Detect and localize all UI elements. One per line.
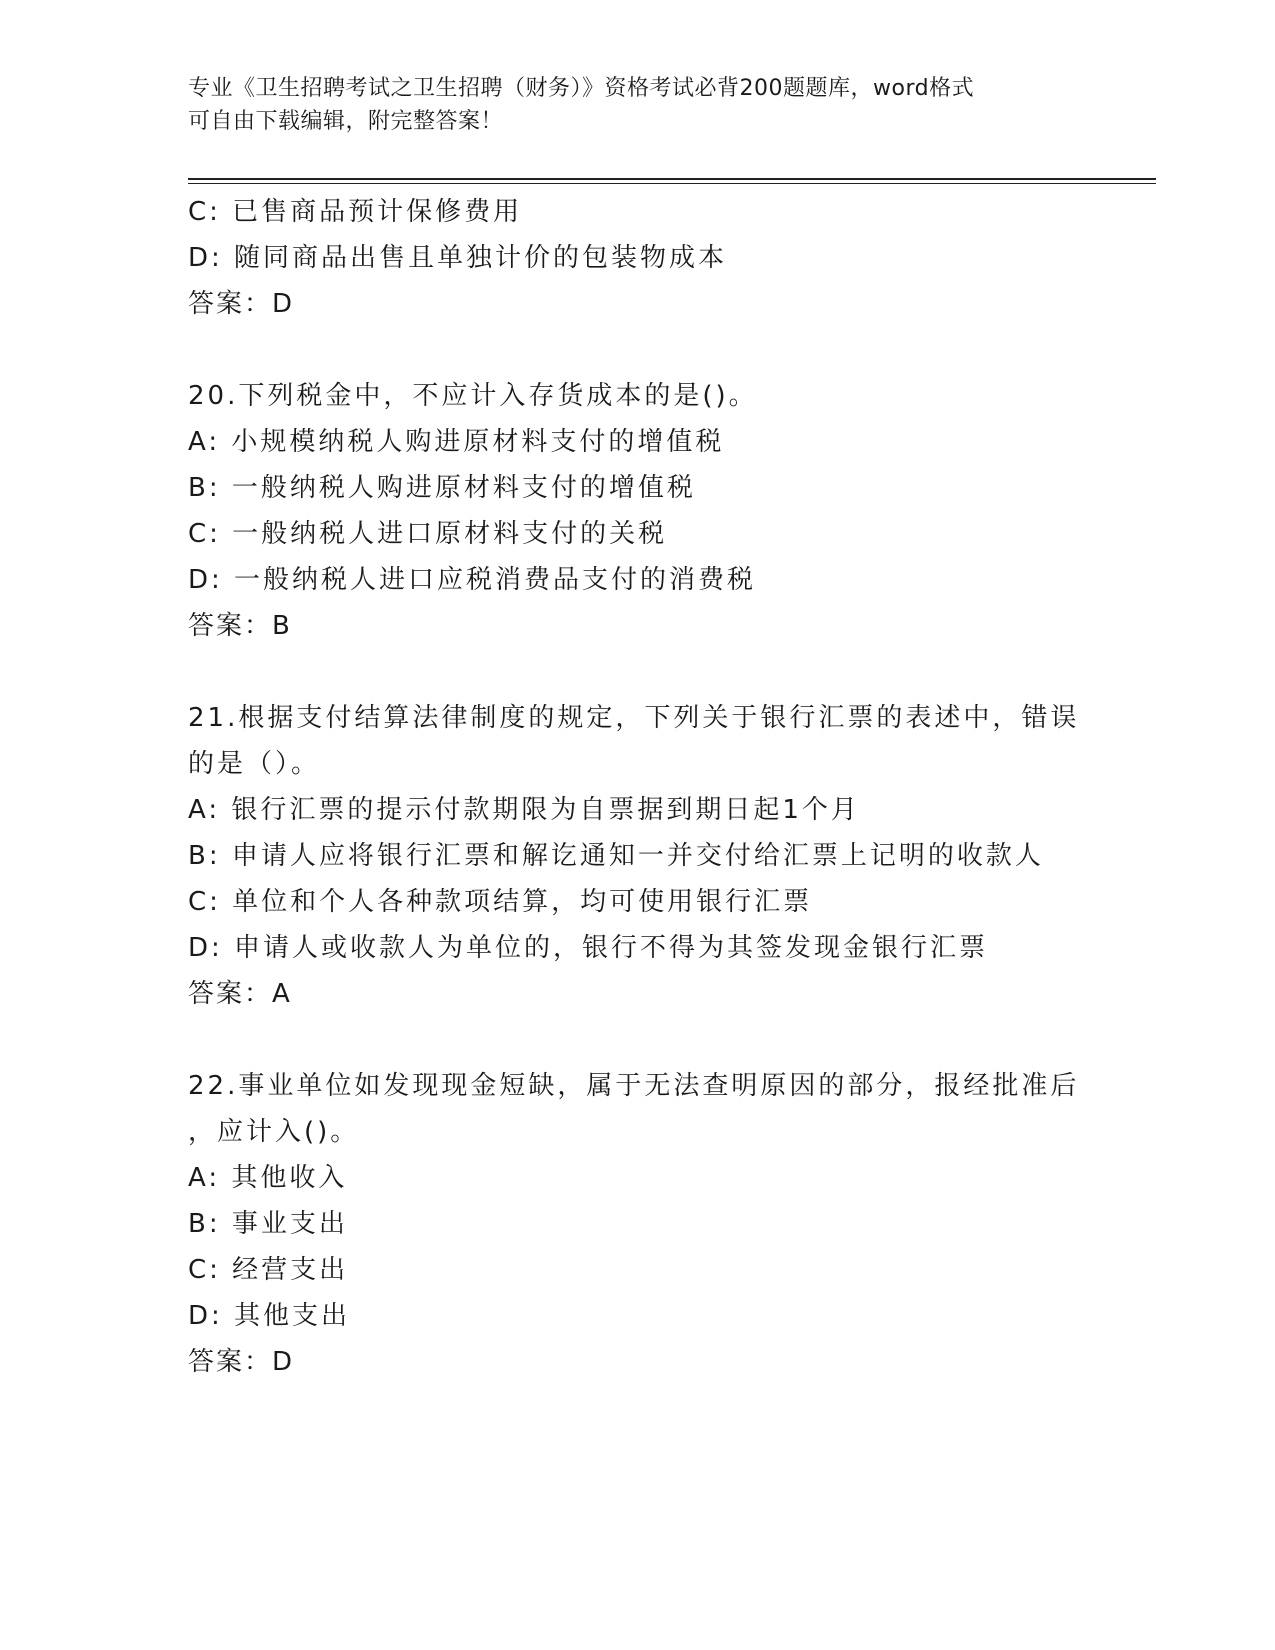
question-stem-line-2: 的是（）。 — [188, 749, 321, 779]
option-a: A: 银行汇票的提示付款期限为自票据到期日起1个月 — [188, 795, 860, 825]
header-divider-thick — [188, 178, 1156, 180]
option-c: C: 单位和个人各种款项结算，均可使用银行汇票 — [188, 887, 813, 917]
answer-line: 答案：A — [188, 979, 292, 1009]
answer-line: 答案：D — [188, 1347, 295, 1377]
document-header — [188, 72, 1088, 138]
question-stem-line-2: ，应计入()。 — [188, 1117, 360, 1147]
option-c: C: 一般纳税人进口原材料支付的关税 — [188, 519, 668, 549]
answer-line: 答案：D — [188, 289, 295, 319]
option-d: D: 其他支出 — [188, 1301, 351, 1331]
question-spacer — [188, 1017, 1088, 1063]
header-title-line-2: 可自由下载编辑，附完整答案！ — [188, 109, 504, 134]
question-spacer — [188, 649, 1088, 695]
question-stem-line-1: 21.根据支付结算法律制度的规定，下列关于银行汇票的表述中，错误 — [188, 703, 1080, 733]
option-c: C: 已售商品预计保修费用 — [188, 197, 523, 227]
option-d: D: 申请人或收款人为单位的，银行不得为其签发现金银行汇票 — [188, 933, 989, 963]
option-d: D: 一般纳税人进口应税消费品支付的消费税 — [188, 565, 757, 595]
option-b: B: 一般纳税人购进原材料支付的增值税 — [188, 473, 696, 503]
question-21 — [188, 695, 1088, 1017]
option-a: A: 其他收入 — [188, 1163, 348, 1193]
answer-line: 答案：B — [188, 611, 292, 641]
option-d: D: 随同商品出售且单独计价的包装物成本 — [188, 243, 728, 273]
header-divider-thin — [188, 183, 1156, 184]
question-stem-line-1: 22.事业单位如发现现金短缺，属于无法查明原因的部分，报经批准后 — [188, 1071, 1080, 1101]
question-stem: 20.下列税金中，不应计入存货成本的是()。 — [188, 381, 758, 411]
question-19-continued — [188, 189, 1088, 327]
question-20 — [188, 373, 1088, 649]
question-spacer — [188, 327, 1088, 373]
option-b: B: 申请人应将银行汇票和解讫通知一并交付给汇票上记明的收款人 — [188, 841, 1044, 871]
option-a: A: 小规模纳税人购进原材料支付的增值税 — [188, 427, 725, 457]
option-b: B: 事业支出 — [188, 1209, 348, 1239]
header-title-line-1: 专业《卫生招聘考试之卫生招聘（财务）》资格考试必背200题题库，word格式 — [188, 76, 975, 101]
question-22 — [188, 1063, 1088, 1385]
question-content — [188, 189, 1088, 1385]
option-c: C: 经营支出 — [188, 1255, 349, 1285]
